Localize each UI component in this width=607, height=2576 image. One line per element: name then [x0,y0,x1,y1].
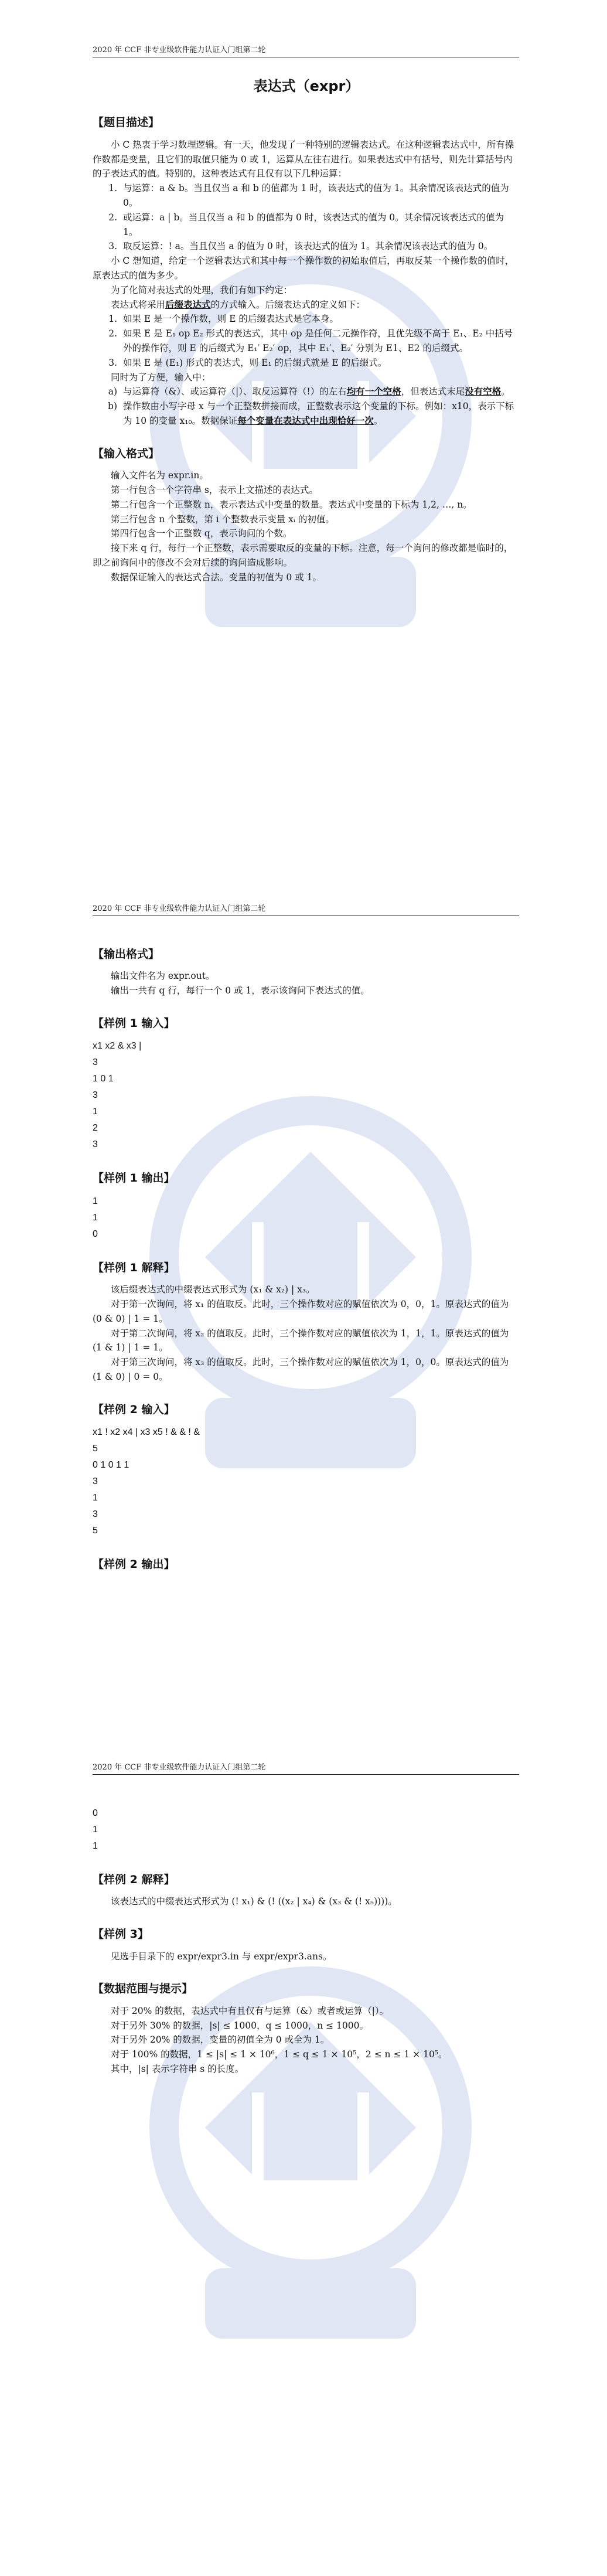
sample-line: 1 [93,1196,98,1206]
note-text [123,399,520,428]
input-line: 第二行包含一个正整数 n，表示表达式中变量的数量。表达式中变量的下标为 1,2, …, n。 [111,499,472,510]
section-heading-sample1-input: 【样例 1 输入】 [93,1016,175,1030]
section-heading-sample2-explanation: 【样例 2 解释】 [93,1873,175,1886]
explanation-line: 对于第一次询问，将 x₁ 的值取反。此时，三个操作数对应的赋值依次为 0，0，1。原表达式的值为 (0 & 0) | 1 = 1。 [93,1298,509,1324]
sample-line: 0 1 0 1 1 [93,1460,129,1471]
sample-line: 3 [93,1090,98,1101]
text-run: ，但表达式末尾 [401,386,465,397]
section-heading-sample2-input: 【样例 2 输入】 [93,1403,175,1416]
note-item-a [93,384,520,399]
note-text [123,384,520,399]
range-line: 对于另外 20% 的数据，变量的初值全为 0 或全为 1。 [111,2034,330,2046]
op-text: 与运算：a & b。当且仅当 a 和 b 的值都为 1 时，该表达式的值为 1。其余情况该表达式的值为 0。 [123,183,509,208]
op-item [93,210,520,240]
output-line: 输出一共有 q 行，每行一个 0 或 1，表示该询问下表达式的值。 [111,985,370,996]
sample-line: 3 [93,1476,98,1487]
section-heading-sample1-explanation: 【样例 1 解释】 [93,1261,175,1274]
section-heading-data-range: 【数据范围与提示】 [93,1982,193,1996]
sample-line: 1 [93,1825,98,1835]
desc-paragraph [93,298,520,312]
note-item-b [93,399,520,428]
page-1 [0,0,607,859]
section-heading-output-format: 【输出格式】 [93,948,160,961]
note-letter: a) [108,386,117,397]
section-heading-sample2-output: 【样例 2 输出】 [93,1558,175,1571]
text-run: 后缀表达式的定义如下： [265,299,366,310]
section-heading-input-format: 【输入格式】 [93,447,160,460]
op-number: 3. [108,241,117,252]
running-header: 2020 年 CCF 非专业级软件能力认证入门组第二轮 [93,902,519,916]
text-run: 与运算符（&）、或运算符（|）、取反运算符（!）的左右 [123,386,347,397]
sample-line: x1 ! x2 x4 | x3 x5 ! & & ! & [93,1427,200,1438]
def-text: 如果 E 是一个操作数，则 E 的后缀表达式是它本身。 [123,314,339,325]
desc-paragraph: 同时为了方便，输入中： [111,372,211,383]
desc-paragraph: 为了化简对表达式的处理，我们有如下约定： [111,284,293,295]
def-text: 如果 E 是 (E₁) 形式的表达式，则 E₁ 的后缀式就是 E 的后缀式。 [123,357,387,368]
emphasis-postfix: 后缀表达式 [165,298,211,310]
section-heading-sample1-output: 【样例 1 输出】 [93,1172,175,1185]
sample-line: x1 x2 & x3 | [93,1041,142,1052]
page-1-content [93,70,520,584]
running-header: 2020 年 CCF 非专业级软件能力认证入门组第二轮 [93,1761,519,1775]
op-item [93,181,520,210]
output-line: 输出文件名为 expr.out。 [111,971,215,982]
page-2 [0,859,607,1717]
emphasis-text: 每个变量在表达式中出现恰好一次 [237,414,374,426]
sample-line: 0 [93,1808,98,1818]
input-line: 输入文件名为 expr.in。 [111,470,209,481]
op-item [93,239,520,254]
def-item [93,326,520,356]
input-line: 接下来 q 行，每行一个正整数，表示需要取反的变量的下标。注意，每一个询问的修改都是临时的，即之前询问中的修改不会对后续的询问造成影响。 [93,543,513,568]
explanation-line: 该表达式的中缀表达式形式为 (! x₁) & (! ((x₂ | x₄) & (x₃ & (! x₅))))。 [111,1896,397,1907]
section-heading-sample3: 【样例 3】 [93,1928,149,1941]
page-2-content [93,929,520,1580]
op-text: 取反运算：! a。当且仅当 a 的值为 0 时，该表达式的值为 1。其余情况该表达式的值为 0。 [123,241,493,252]
def-number: 1. [108,314,117,325]
text-run: 操作数由小写字母 x 与一个正整数拼接而成，正整数表示这个变量的下标。例如：x10，表示下标为 10 的变量 x₁₀。数据保证 [123,401,514,426]
text-run: 表达式将采用 [111,299,166,310]
def-item [93,356,520,370]
sample-line: 1 [93,1212,98,1223]
sample3-text: 见选手目录下的 expr/expr3.in 与 expr/expr3.ans。 [111,1951,332,1962]
sample-line: 2 [93,1123,98,1134]
range-line: 对于 20% 的数据，表达式中有且仅有与运算（&）或者或运算（|）。 [111,2005,389,2016]
input-line: 第三行包含 n 个整数，第 i 个整数表示变量 xᵢ 的初值。 [111,513,335,525]
explanation-line: 对于第二次询问，将 x₂ 的值取反。此时，三个操作数对应的赋值依次为 1，1，1。原表达式的值为 (1 & 1) | 1 = 1。 [93,1328,509,1353]
range-line: 对于另外 30% 的数据，|s| ≤ 1000，q ≤ 1000，n ≤ 1000。 [111,2020,369,2031]
text-run: 的方式输入。 [210,299,265,310]
explanation-line: 该后缀表达式的中缀表达式形式为 (x₁ & x₂) | x₃。 [111,1284,315,1295]
sample-line: 3 [93,1139,98,1150]
sample-line: 5 [93,1526,98,1536]
sample-line: 5 [93,1444,98,1454]
def-item [93,312,520,326]
range-line: 对于 100% 的数据，1 ≤ |s| ≤ 1 × 10⁶，1 ≤ q ≤ 1 × 10⁵，2 ≤ n ≤ 1 × 10⁵。 [111,2049,448,2060]
page-3 [0,1717,607,2576]
problem-title: 表达式（expr） [253,78,360,94]
op-number: 2. [108,212,117,223]
def-text: 如果 E 是 E₁ op E₂ 形式的表达式，其中 op 是任何二元操作符，且优先级不高于 E₁、E₂ 中括号外的操作符，则 E 的后缀式为 E₁′ E₂′ op，其中 E₁′、E₂′ 分别为 E1、E2 的后缀式。 [123,328,513,353]
note-letter: b) [108,401,117,412]
desc-paragraph: 小 C 热衷于学习数理逻辑。有一天，他发现了一种特别的逻辑表达式。在这种逻辑表达式中，所有操作数都是变量，且它们的取值只能为 0 或 1，运算从左往右进行。如果表达式中有括号，则先计算括号内的子表达式的值。特别的，这种表达式有且仅有以下几种运算： [93,139,514,179]
section-heading-description: 【题目描述】 [93,116,160,130]
page-3-content [93,1805,520,2077]
sample-line: 0 [93,1229,98,1239]
range-line: 其中，|s| 表示字符串 s 的长度。 [111,2063,244,2074]
sample-line: 3 [93,1057,98,1068]
sample-line: 1 [93,1493,98,1503]
input-line: 数据保证输入的表达式合法。变量的初值为 0 或 1。 [111,571,322,583]
text-run: 。 [501,386,510,397]
input-line: 第四行包含一个正整数 q，表示询问的个数。 [111,528,292,539]
text-run: 。 [373,415,383,426]
sample-line: 1 [93,1841,98,1851]
input-line: 第一行包含一个字符串 s，表示上文描述的表达式。 [111,484,318,495]
desc-paragraph: 小 C 想知道，给定一个逻辑表达式和其中每一个操作数的初始取值后，再取反某一个操作数的值时，原表达式的值为多少。 [93,256,514,281]
emphasis-text: 没有空格 [465,386,502,397]
emphasis-text: 均有一个空格 [346,386,401,397]
running-header: 2020 年 CCF 非专业级软件能力认证入门组第二轮 [93,43,519,57]
op-text: 或运算：a | b。当且仅当 a 和 b 的值都为 0 时，该表达式的值为 0。其余情况该表达式的值为 1。 [123,212,504,237]
op-number: 1. [108,183,117,194]
sample-line: 3 [93,1509,98,1520]
sample-line: 1 0 1 [93,1074,114,1084]
sample-line: 1 [93,1107,98,1117]
def-number: 3. [108,357,117,368]
explanation-line: 对于第三次询问，将 x₃ 的值取反。此时，三个操作数对应的赋值依次为 1，0，0。原表达式的值为 (1 & 0) | 0 = 0。 [93,1357,509,1382]
def-number: 2. [108,328,117,339]
